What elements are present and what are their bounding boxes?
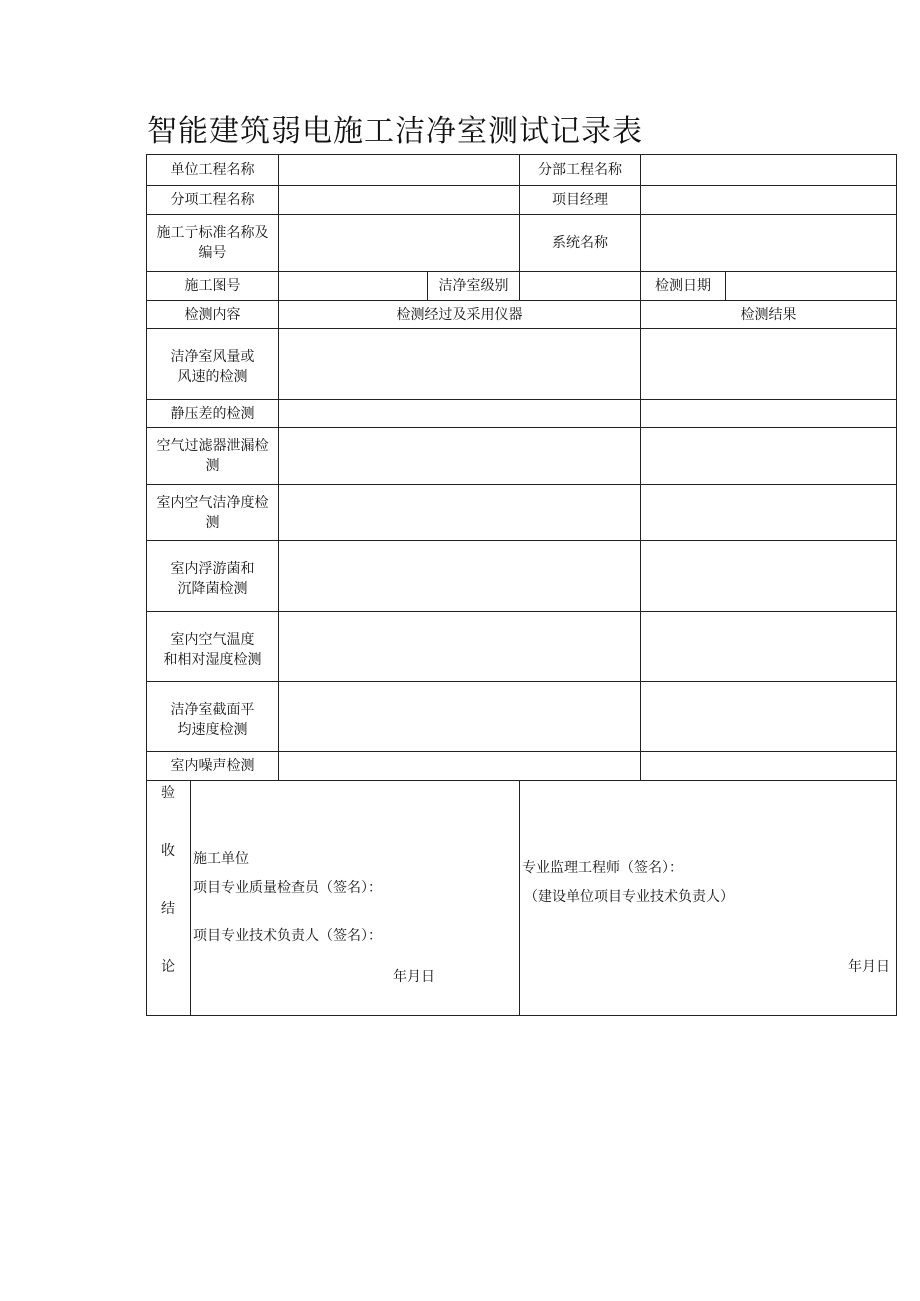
item-process-value[interactable] [279, 541, 641, 612]
item-label-line2: 和相对湿度检测 [163, 651, 262, 668]
item-result-value[interactable] [641, 428, 897, 485]
page-title: 智能建筑弱电施工洁净室测试记录表 [147, 114, 643, 149]
project-manager-label: 项目经理 [520, 186, 641, 215]
table-row [147, 400, 897, 428]
item-label-line2: 均速度检测 [177, 721, 248, 738]
item-process-value[interactable] [279, 752, 641, 781]
sub-division-value[interactable] [641, 155, 897, 186]
item-process-value[interactable] [279, 329, 641, 400]
standard-label [147, 215, 279, 272]
table-row [147, 541, 897, 612]
system-name-value[interactable] [641, 215, 897, 272]
item-label [147, 329, 279, 400]
drawing-no-label: 施工图号 [147, 272, 279, 301]
item-label [147, 612, 279, 682]
item-process-value[interactable] [279, 682, 641, 752]
sub-item-label: 分项工程名称 [147, 186, 279, 215]
test-date-label: 检测日期 [641, 272, 726, 301]
sub-item-value[interactable] [279, 186, 520, 215]
item-label: 室内噪声检测 [147, 752, 279, 781]
sub-division-label: 分部工程名称 [520, 155, 641, 186]
item-result-value[interactable] [641, 485, 897, 541]
item-result-value[interactable] [641, 612, 897, 682]
table-row [147, 752, 897, 781]
supervisor-date: 年月日 [848, 959, 890, 975]
item-label-line1: 洁净室截面平 [170, 701, 255, 718]
item-label-line2: 沉降菌检测 [177, 581, 248, 597]
item-label-line1: 室内空气温度 [170, 631, 255, 648]
table-row [147, 485, 897, 541]
standard-label-line1: 施工亍标准名称及 [156, 225, 269, 241]
clean-class-value[interactable] [520, 272, 641, 301]
contractor-unit-label: 施工单位 [193, 851, 249, 867]
quality-inspector-signature: 项目专业质量检查员（签名）： [193, 880, 382, 896]
item-label-line1: 室内空气洁净度检 [156, 494, 269, 511]
item-label-line1: 洁净室风量或 [170, 349, 255, 365]
conclusion-char: 验 [161, 785, 175, 801]
item-result-value[interactable] [641, 752, 897, 781]
row-acceptance-conclusion [147, 781, 897, 1016]
row-drawing [147, 272, 897, 301]
row-column-headers [147, 301, 897, 329]
conclusion-char: 结 [161, 901, 175, 917]
conclusion-char: 收 [161, 843, 175, 859]
table-row [147, 612, 897, 682]
supervisor-signature-block[interactable] [520, 781, 897, 1016]
item-label-line1: 空气过滤器泄漏检 [156, 438, 269, 454]
conclusion-char: 论 [161, 959, 175, 975]
item-label-line1: 室内浮游菌和 [170, 561, 255, 577]
item-process-value[interactable] [279, 612, 641, 682]
unit-project-value[interactable] [279, 155, 520, 186]
test-date-value[interactable] [726, 272, 897, 301]
test-record-form [146, 154, 897, 1016]
clean-class-label: 洁净室级别 [428, 272, 520, 301]
item-label-line2: 测 [205, 458, 220, 474]
item-label [147, 485, 279, 541]
table-row [147, 682, 897, 752]
item-process-value[interactable] [279, 485, 641, 541]
column-header-process: 检测经过及采用仪器 [279, 301, 641, 329]
table-row [147, 428, 897, 485]
acceptance-conclusion-label [147, 781, 191, 1016]
item-process-value[interactable] [279, 400, 641, 428]
item-label-line2: 测 [205, 514, 220, 531]
item-result-value[interactable] [641, 329, 897, 400]
supervisor-signature: 专业监理工程师（签名）： [522, 860, 683, 876]
contractor-date: 年月日 [393, 969, 435, 985]
row-standard [147, 215, 897, 272]
system-name-label: 系统名称 [520, 215, 641, 272]
item-result-value[interactable] [641, 400, 897, 428]
item-label-line2: 风速的检测 [177, 369, 248, 385]
item-label [147, 541, 279, 612]
item-label [147, 428, 279, 485]
item-label: 静压差的检测 [147, 400, 279, 428]
row-sub-item [147, 186, 897, 215]
row-unit-project [147, 155, 897, 186]
item-result-value[interactable] [641, 541, 897, 612]
unit-project-label: 单位工程名称 [147, 155, 279, 186]
item-result-value[interactable] [641, 682, 897, 752]
project-manager-value[interactable] [641, 186, 897, 215]
column-header-content: 检测内容 [147, 301, 279, 329]
item-process-value[interactable] [279, 428, 641, 485]
technical-lead-signature: 项目专业技术负责人（签名）： [193, 928, 382, 944]
drawing-no-value[interactable] [279, 272, 428, 301]
table-row [147, 329, 897, 400]
standard-value[interactable] [279, 215, 520, 272]
owner-tech-lead-label: （建设单位项目专业技术负责人） [524, 889, 734, 905]
item-label [147, 682, 279, 752]
column-header-result: 检测结果 [641, 301, 897, 329]
standard-label-line2: 编号 [198, 245, 227, 261]
contractor-signature-block[interactable] [191, 781, 520, 1016]
